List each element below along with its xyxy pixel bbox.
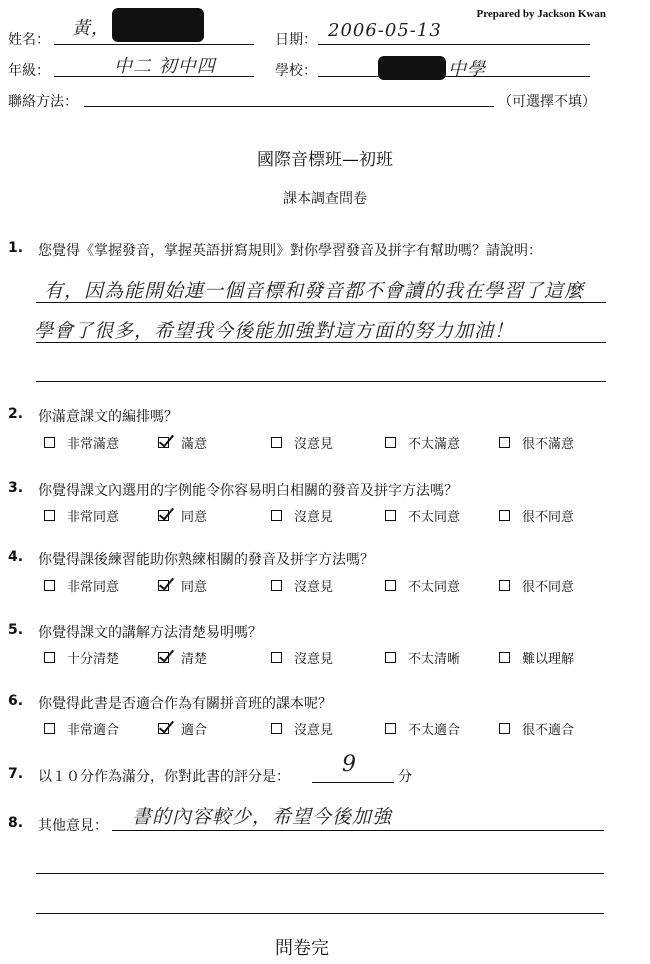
q2-option-4[interactable] bbox=[385, 433, 499, 452]
q5-option-2-label: 清楚 bbox=[181, 652, 208, 667]
q5-checkbox-3[interactable] bbox=[271, 652, 282, 663]
q6-text: 你覺得此書是否適合作為有關拼音班的課本呢？ bbox=[38, 696, 332, 712]
q3-checkbox-1[interactable] bbox=[44, 510, 55, 521]
name-value: 黃， bbox=[72, 18, 110, 39]
q3-option-1[interactable] bbox=[44, 506, 158, 525]
q5-option-4[interactable] bbox=[385, 648, 499, 667]
q2-option-4-label: 不太滿意 bbox=[408, 437, 461, 452]
q3-checkbox-4[interactable] bbox=[385, 510, 396, 521]
q2-text: 你滿意課文的編排嗎？ bbox=[38, 409, 178, 425]
q4-checkbox-2[interactable] bbox=[158, 580, 169, 591]
q5-option-3-label: 沒意見 bbox=[294, 652, 334, 667]
q2-option-2[interactable] bbox=[158, 433, 271, 452]
q6-checkbox-1[interactable] bbox=[44, 723, 55, 734]
q3-option-2-label: 同意 bbox=[181, 510, 208, 525]
q6-option-2[interactable] bbox=[158, 719, 271, 738]
contact-note: （可選擇不填） bbox=[498, 94, 596, 110]
q6-option-4[interactable] bbox=[385, 719, 499, 738]
q2-checkbox-3[interactable] bbox=[271, 437, 282, 448]
form-title: 國際音標班—初班 bbox=[257, 150, 393, 170]
q7-text: 以１０分作為滿分，你對此書的評分是： bbox=[38, 769, 290, 785]
q2-checkbox-4[interactable] bbox=[385, 437, 396, 448]
q2-option-5-label: 很不滿意 bbox=[522, 437, 575, 452]
q3-option-3-label: 沒意見 bbox=[294, 510, 334, 525]
q4-option-2-label: 同意 bbox=[181, 580, 208, 595]
q6-option-3[interactable] bbox=[271, 719, 385, 738]
q3-checkbox-3[interactable] bbox=[271, 510, 282, 521]
q4-option-1-label: 非常同意 bbox=[67, 580, 120, 595]
q6-checkbox-5[interactable] bbox=[499, 723, 510, 734]
q3-option-5-label: 很不同意 bbox=[522, 510, 575, 525]
q8-line1 bbox=[112, 830, 604, 831]
grade-value: 中二 初中四 bbox=[114, 56, 216, 77]
q2-option-3[interactable] bbox=[271, 433, 385, 452]
q2-option-1[interactable] bbox=[44, 433, 158, 452]
q2-checkbox-2[interactable] bbox=[158, 437, 169, 448]
q5-option-3[interactable] bbox=[271, 648, 385, 667]
q2-option-5[interactable] bbox=[499, 433, 609, 452]
q5-option-2[interactable] bbox=[158, 648, 271, 667]
q6-checkbox-4[interactable] bbox=[385, 723, 396, 734]
q1-answer-line1: 有，因為能開始連一個音標和發音都不會讀的我在學習了這麼 bbox=[44, 280, 585, 302]
name-label: 姓名： bbox=[8, 32, 50, 48]
name-redaction bbox=[112, 8, 204, 42]
q3-option-2[interactable] bbox=[158, 506, 271, 525]
q4-option-2[interactable] bbox=[158, 576, 271, 595]
form-subtitle: 課本調查問卷 bbox=[283, 191, 367, 207]
q4-checkbox-5[interactable] bbox=[499, 580, 510, 591]
q1-text: 您覺得《掌握發音，掌握英語拼寫規則》對你學習發音及拼字有幫助嗎？請說明： bbox=[38, 243, 542, 259]
date-value: 2006-05-13 bbox=[328, 20, 442, 41]
q5-checkbox-2[interactable] bbox=[158, 652, 169, 663]
q2-option-2-label: 滿意 bbox=[181, 437, 208, 452]
q7-score[interactable]: 9 bbox=[342, 752, 357, 777]
q5-checkbox-1[interactable] bbox=[44, 652, 55, 663]
q2-checkbox-5[interactable] bbox=[499, 437, 510, 448]
q1-number: 1. bbox=[8, 240, 24, 256]
q6-checkbox-3[interactable] bbox=[271, 723, 282, 734]
q4-option-3[interactable] bbox=[271, 576, 385, 595]
date-line bbox=[318, 44, 590, 45]
contact-line bbox=[84, 106, 494, 107]
q4-options bbox=[44, 576, 609, 595]
q1-answer-line2: 學會了很多，希望我今後能加強對這方面的努力加油！ bbox=[34, 320, 515, 342]
q3-option-4-label: 不太同意 bbox=[408, 510, 461, 525]
q6-number: 6. bbox=[8, 693, 24, 709]
q3-option-3[interactable] bbox=[271, 506, 385, 525]
prepared-by: Prepared by Jackson Kwan bbox=[476, 8, 606, 20]
q6-option-3-label: 沒意見 bbox=[294, 723, 334, 738]
q4-option-3-label: 沒意見 bbox=[294, 580, 334, 595]
q3-text: 你覺得課文內選用的字例能令你容易明白相關的發音及拼字方法嗎？ bbox=[38, 483, 458, 499]
q8-number: 8. bbox=[8, 815, 24, 831]
q4-option-5[interactable] bbox=[499, 576, 609, 595]
q6-checkbox-2[interactable] bbox=[158, 723, 169, 734]
q1-line2 bbox=[36, 342, 606, 343]
questionnaire-end: 問卷完 bbox=[275, 938, 329, 959]
contact-label: 聯絡方法： bbox=[8, 94, 78, 110]
q5-text: 你覺得課文的講解方法清楚易明嗎？ bbox=[38, 625, 262, 641]
q4-option-4[interactable] bbox=[385, 576, 499, 595]
q4-number: 4. bbox=[8, 549, 24, 565]
q8-answer[interactable]: 書的內容較少，希望今後加強 bbox=[132, 806, 393, 828]
q2-options bbox=[44, 433, 609, 452]
q5-checkbox-5[interactable] bbox=[499, 652, 510, 663]
grade-label: 年級： bbox=[8, 63, 50, 79]
school-value: 中學 bbox=[448, 59, 486, 80]
q2-option-3-label: 沒意見 bbox=[294, 437, 334, 452]
q8-line3 bbox=[36, 913, 604, 914]
q5-checkbox-4[interactable] bbox=[385, 652, 396, 663]
q1-line1 bbox=[36, 302, 606, 303]
school-label: 學校： bbox=[275, 63, 317, 79]
q5-option-5[interactable] bbox=[499, 648, 609, 667]
q6-option-5-label: 很不適合 bbox=[522, 723, 575, 738]
q1-line3 bbox=[36, 381, 606, 382]
q6-option-4-label: 不太適合 bbox=[408, 723, 461, 738]
q4-option-1[interactable] bbox=[44, 576, 158, 595]
q3-options bbox=[44, 506, 609, 525]
q6-options bbox=[44, 719, 609, 738]
q4-checkbox-3[interactable] bbox=[271, 580, 282, 591]
q5-option-1[interactable] bbox=[44, 648, 158, 667]
q3-option-4[interactable] bbox=[385, 506, 499, 525]
q4-text: 你覺得課後練習能助你熟練相關的發音及拼字方法嗎？ bbox=[38, 552, 374, 568]
q6-option-1[interactable] bbox=[44, 719, 158, 738]
q5-option-5-label: 難以理解 bbox=[522, 652, 575, 667]
q5-option-4-label: 不太清晰 bbox=[408, 652, 461, 667]
school-redaction bbox=[378, 56, 446, 80]
q3-checkbox-2[interactable] bbox=[158, 510, 169, 521]
name-line bbox=[54, 44, 254, 45]
q5-number: 5. bbox=[8, 622, 24, 638]
q5-options bbox=[44, 648, 609, 667]
q7-score-line bbox=[312, 782, 394, 783]
q7-number: 7. bbox=[8, 766, 24, 782]
q6-option-1-label: 非常適合 bbox=[67, 723, 120, 738]
date-label: 日期： bbox=[275, 32, 317, 48]
q7-unit: 分 bbox=[398, 769, 412, 785]
q4-option-4-label: 不太同意 bbox=[408, 580, 461, 595]
q3-number: 3. bbox=[8, 480, 24, 496]
q8-line2 bbox=[36, 873, 604, 874]
q6-option-5[interactable] bbox=[499, 719, 609, 738]
q4-checkbox-1[interactable] bbox=[44, 580, 55, 591]
q3-option-5[interactable] bbox=[499, 506, 609, 525]
q4-option-5-label: 很不同意 bbox=[522, 580, 575, 595]
q8-label: 其他意見： bbox=[38, 818, 108, 834]
q2-number: 2. bbox=[8, 406, 24, 422]
q4-checkbox-4[interactable] bbox=[385, 580, 396, 591]
q2-option-1-label: 非常滿意 bbox=[67, 437, 120, 452]
q3-checkbox-5[interactable] bbox=[499, 510, 510, 521]
q3-option-1-label: 非常同意 bbox=[67, 510, 120, 525]
q2-checkbox-1[interactable] bbox=[44, 437, 55, 448]
q5-option-1-label: 十分清楚 bbox=[67, 652, 120, 667]
q6-option-2-label: 適合 bbox=[181, 723, 208, 738]
